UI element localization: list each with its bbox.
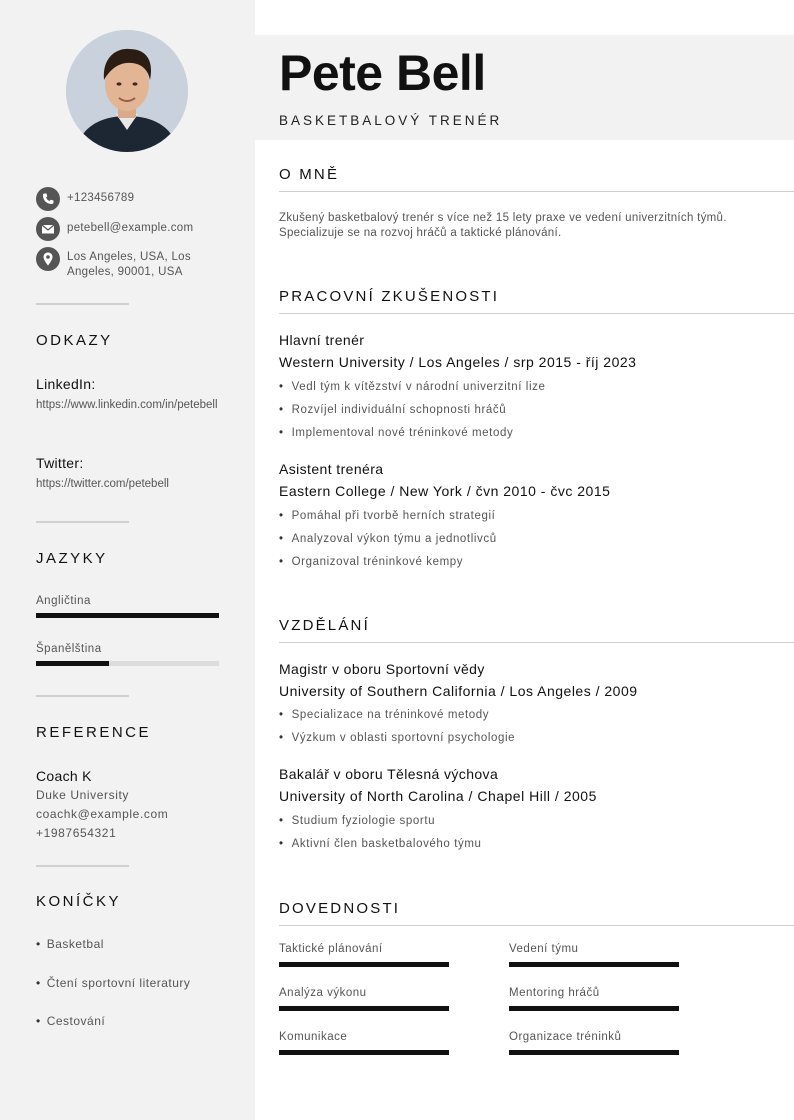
skill-bar (509, 1050, 679, 1055)
main-content (255, 0, 794, 1120)
skill-bar (279, 1050, 449, 1055)
about-text: Zkušený basketbalový trenér s více než 15 lety praxe ve vedení univerzitních týmů. Specializuje se na rozvoj hráčů a taktické plánování. (279, 212, 727, 239)
hobby-item: • Basketbal (36, 937, 104, 951)
job-bullet: • Organizoval tréninkové kempy (279, 556, 464, 568)
phone-icon (36, 187, 60, 211)
skill-bar (509, 962, 679, 967)
skill-bar (279, 1006, 449, 1011)
email-text: petebell@example.com (67, 222, 194, 234)
about-heading: O MNĚ (279, 166, 340, 183)
education-title: Bakalář v oboru Tělesná výchova (279, 766, 499, 782)
person-role: BASKETBALOVÝ TRENÉR (279, 113, 503, 128)
education-subtitle: University of North Carolina / Chapel Hill / 2005 (279, 788, 597, 804)
sidebar (0, 0, 255, 1120)
education-title: Magistr v oboru Sportovní vědy (279, 661, 485, 677)
job-bullet: • Vedl tým k vítězství v národní univerzitní lize (279, 381, 546, 393)
address-text: Los Angeles, USA, Los Angeles, 90001, USA (67, 251, 191, 278)
job-title: Hlavní trenér (279, 332, 365, 348)
skills-heading: DOVEDNOSTI (279, 900, 401, 917)
job-bullet: • Pomáhal při tvorbě herních strategií (279, 510, 496, 522)
language-bar-fill (36, 613, 219, 618)
location-icon (36, 247, 60, 271)
skill-bar (509, 1006, 679, 1011)
language-label: Španělština (36, 643, 102, 655)
job-bullet: • Analyzoval výkon týmu a jednotlivců (279, 533, 497, 545)
education-bullet: • Specializace na tréninkové metody (279, 709, 490, 721)
reference-email[interactable]: coachk@example.com (36, 807, 169, 821)
linkedin-label: LinkedIn: (36, 376, 96, 392)
section-rule (279, 642, 794, 643)
skill-label: Taktické plánování (279, 943, 383, 955)
skill-label: Analýza výkonu (279, 987, 367, 999)
skill-bar-fill (509, 1006, 679, 1011)
languages-heading: JAZYKY (36, 550, 108, 567)
education-subtitle: University of Southern California / Los Angeles / 2009 (279, 683, 638, 699)
skill-bar-fill (509, 1050, 679, 1055)
twitter-link[interactable]: https://twitter.com/petebell (36, 478, 169, 490)
divider (36, 521, 129, 523)
education-bullet: • Studium fyziologie sportu (279, 815, 436, 827)
twitter-label: Twitter: (36, 455, 84, 471)
skill-bar-fill (509, 962, 679, 967)
phone-text: +123456789 (67, 192, 135, 204)
job-title: Asistent trenéra (279, 461, 384, 477)
skill-label: Vedení týmu (509, 943, 579, 955)
education-bullet: • Aktivní člen basketbalového týmu (279, 838, 482, 850)
divider (36, 303, 129, 305)
avatar (66, 30, 188, 152)
hobbies-heading: KONÍČKY (36, 893, 122, 910)
job-subtitle: Western University / Los Angeles / srp 2015 - říj 2023 (279, 354, 637, 370)
skill-bar (279, 962, 449, 967)
job-bullet: • Rozvíjel individuální schopnosti hráčů (279, 404, 507, 416)
section-rule (279, 313, 794, 314)
skill-label: Organizace tréninků (509, 1031, 622, 1043)
skill-label: Komunikace (279, 1031, 348, 1043)
references-heading: REFERENCE (36, 724, 152, 741)
education-bullet: • Výzkum v oblasti sportovní psychologie (279, 732, 516, 744)
skill-bar-fill (279, 1050, 449, 1055)
skill-bar-fill (279, 1006, 449, 1011)
links-heading: ODKAZY (36, 332, 113, 349)
divider (36, 865, 129, 867)
job-subtitle: Eastern College / New York / čvn 2010 - čvc 2015 (279, 483, 611, 499)
reference-name: Coach K (36, 768, 92, 784)
skill-label: Mentoring hráčů (509, 987, 600, 999)
person-name: Pete Bell (279, 45, 486, 101)
linkedin-link[interactable]: https://www.linkedin.com/in/petebell (36, 399, 218, 411)
education-heading: VZDĚLÁNÍ (279, 617, 370, 634)
mail-icon (36, 217, 60, 241)
reference-phone: +1987654321 (36, 826, 117, 840)
section-rule (279, 925, 794, 926)
job-bullet: • Implementoval nové tréninkové metody (279, 427, 514, 439)
divider (36, 695, 129, 697)
language-label: Angličtina (36, 595, 91, 607)
language-bar (36, 661, 219, 666)
language-bar (36, 613, 219, 618)
reference-org: Duke University (36, 788, 130, 802)
section-rule (279, 191, 794, 192)
hobby-item: • Čtení sportovní literatury (36, 976, 191, 990)
language-bar-fill (36, 661, 109, 666)
hobby-item: • Cestování (36, 1014, 106, 1028)
skill-bar-fill (279, 962, 449, 967)
experience-heading: PRACOVNÍ ZKUŠENOSTI (279, 288, 500, 305)
